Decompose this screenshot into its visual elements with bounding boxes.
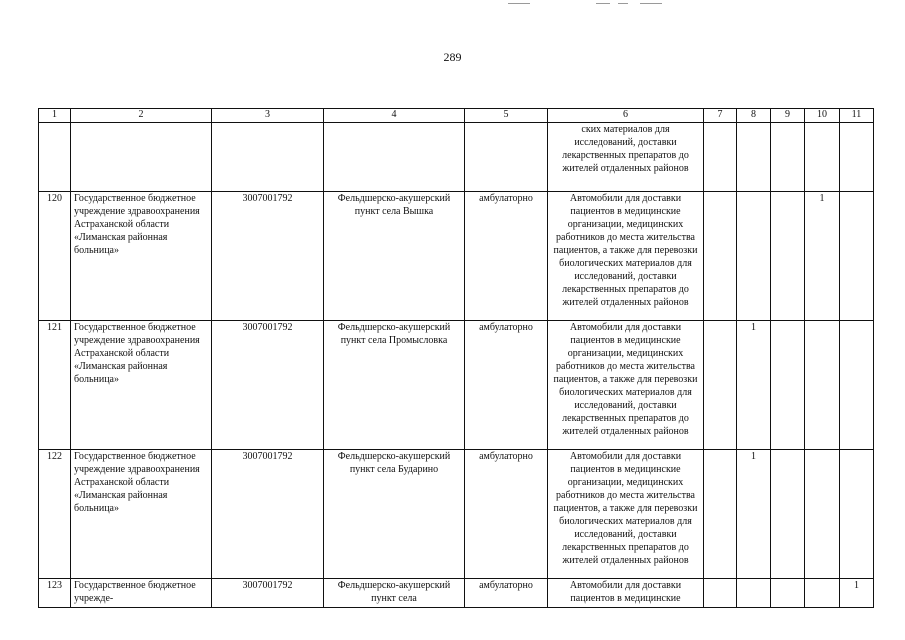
organization-code: 3007001792 [212, 321, 324, 450]
count-col-9 [771, 123, 805, 192]
vehicle-purpose: Автомобили для доставки пациентов в медицинские организации, медицинских работников до места жительства пациентов, а также для перевозки биологических материалов для исследований, доставки лекарственных препаратов до жителей отдаленных районов [548, 192, 704, 321]
column-header: 1 [39, 109, 71, 123]
count-col-7 [704, 123, 737, 192]
care-mode: амбулаторно [465, 579, 548, 608]
column-header: 8 [737, 109, 771, 123]
count-col-9 [771, 192, 805, 321]
column-header: 11 [840, 109, 874, 123]
organization-code: 3007001792 [212, 450, 324, 579]
count-col-10: 1 [805, 192, 840, 321]
count-col-7 [704, 450, 737, 579]
column-header: 3 [212, 109, 324, 123]
count-col-11: 1 [840, 579, 874, 608]
table-header-row [39, 109, 874, 123]
organization-name: Государственное бюджетное учрежде- [71, 579, 212, 608]
organization-name: Государственное бюджетное учреждение здравоохранения Астраханской области «Лиманская районная больница» [71, 321, 212, 450]
count-col-7 [704, 192, 737, 321]
table-row [39, 321, 874, 450]
column-header: 4 [324, 109, 465, 123]
count-col-7 [704, 321, 737, 450]
table-row [39, 450, 874, 579]
count-col-11 [840, 192, 874, 321]
column-header: 5 [465, 109, 548, 123]
row-number: 122 [39, 450, 71, 579]
organization-code: 3007001792 [212, 579, 324, 608]
vehicle-purpose: Автомобили для доставки пациентов в медицинские [548, 579, 704, 608]
count-col-11 [840, 123, 874, 192]
organization-code: 3007001792 [212, 192, 324, 321]
count-col-10 [805, 321, 840, 450]
count-col-8 [737, 579, 771, 608]
column-header: 7 [704, 109, 737, 123]
row-number: 123 [39, 579, 71, 608]
organization-name: Государственное бюджетное учреждение здравоохранения Астраханской области «Лиманская районная больница» [71, 450, 212, 579]
document-table [38, 108, 874, 608]
facility-name: Фельдшерско-акушерский пункт села Вышка [324, 192, 465, 321]
table-row [39, 192, 874, 321]
count-col-10 [805, 123, 840, 192]
count-col-8: 1 [737, 450, 771, 579]
count-col-8 [737, 123, 771, 192]
row-number: 120 [39, 192, 71, 321]
facility-name [324, 123, 465, 192]
care-mode: амбулаторно [465, 192, 548, 321]
organization-code [212, 123, 324, 192]
facility-name: Фельдшерско-акушерский пункт села Промысловка [324, 321, 465, 450]
row-number [39, 123, 71, 192]
scan-artifact-marks [500, 0, 670, 6]
organization-name [71, 123, 212, 192]
row-number: 121 [39, 321, 71, 450]
count-col-9 [771, 579, 805, 608]
count-col-11 [840, 321, 874, 450]
column-header: 6 [548, 109, 704, 123]
count-col-8 [737, 192, 771, 321]
count-col-9 [771, 450, 805, 579]
care-mode: амбулаторно [465, 450, 548, 579]
count-col-8: 1 [737, 321, 771, 450]
count-col-10 [805, 450, 840, 579]
vehicle-purpose: Автомобили для доставки пациентов в медицинские организации, медицинских работников до места жительства пациентов, а также для перевозки биологических материалов для исследований, доставки лекарственных препаратов до жителей отдаленных районов [548, 450, 704, 579]
vehicle-purpose: ских материалов для исследований, доставки лекарственных препаратов до жителей отдаленных районов [548, 123, 704, 192]
vehicle-purpose: Автомобили для доставки пациентов в медицинские организации, медицинских работников до места жительства пациентов, а также для перевозки биологических материалов для исследований, доставки лекарственных препаратов до жителей отдаленных районов [548, 321, 704, 450]
page-number: 289 [443, 50, 462, 64]
count-col-10 [805, 579, 840, 608]
facility-name: Фельдшерско-акушерский пункт села Бударино [324, 450, 465, 579]
organization-name: Государственное бюджетное учреждение здравоохранения Астраханской области «Лиманская районная больница» [71, 192, 212, 321]
care-mode: амбулаторно [465, 321, 548, 450]
column-header: 10 [805, 109, 840, 123]
table-row [39, 123, 874, 192]
count-col-9 [771, 321, 805, 450]
table-row [39, 579, 874, 608]
count-col-7 [704, 579, 737, 608]
column-header: 9 [771, 109, 805, 123]
care-mode [465, 123, 548, 192]
facility-name: Фельдшерско-акушерский пункт села [324, 579, 465, 608]
column-header: 2 [71, 109, 212, 123]
count-col-11 [840, 450, 874, 579]
